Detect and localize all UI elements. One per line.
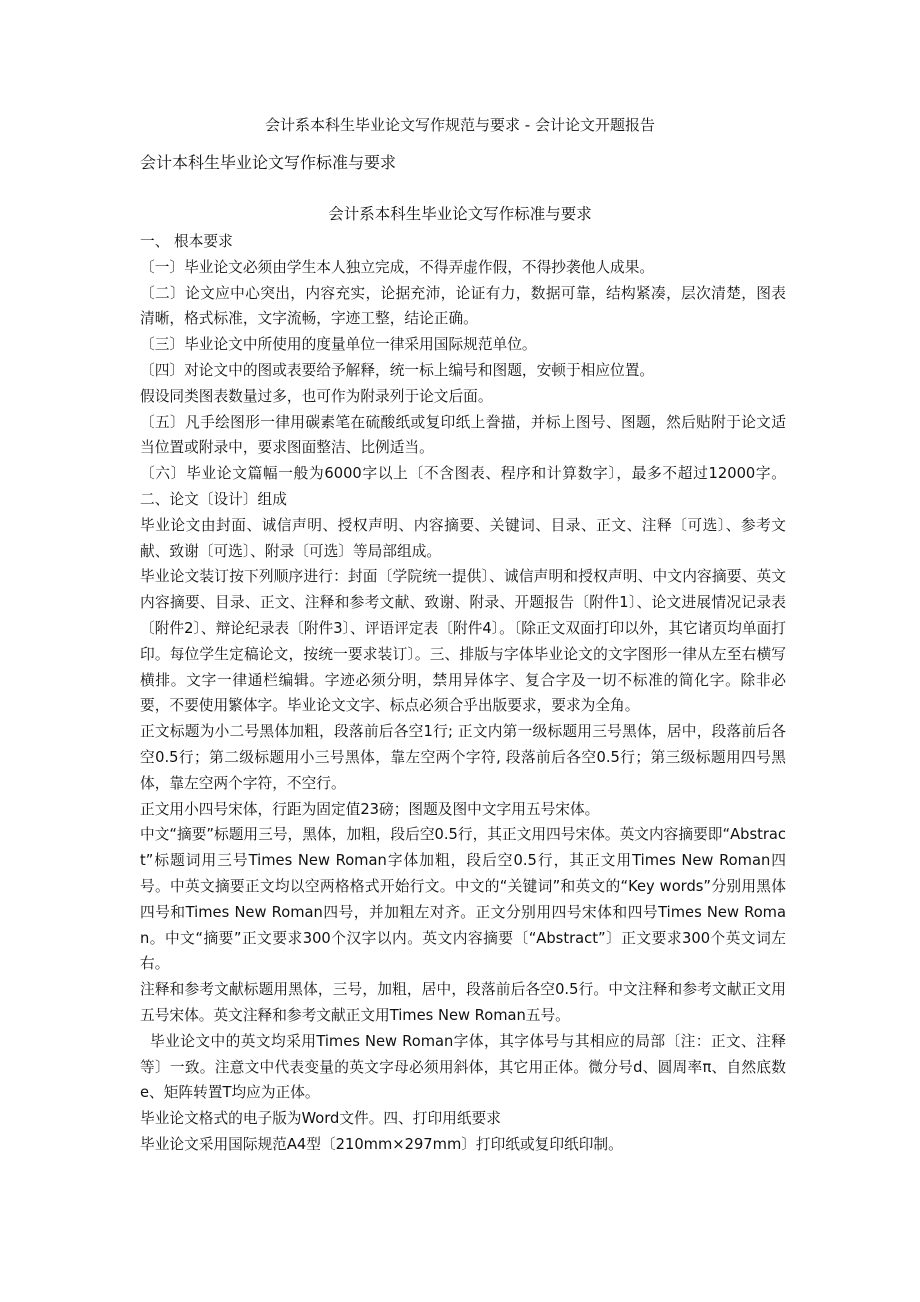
document-title: 会计系本科生毕业论文写作规范与要求 - 会计论文开题报告 <box>265 116 655 134</box>
paragraph: 毕业论文采用国际规范A4型〔210mm×297mm〕打印纸或复印纸印制。 <box>140 1135 623 1153</box>
paragraph: 〔四〕对论文中的图或表要给予解释，统一标上编号和图题，安顿于相应位置。 <box>140 361 655 379</box>
paragraph: 〔五〕凡手绘图形一律用碳素笔在硫酸纸或复印纸上誊描，并标上图号、图题，然后贴附于论文适当位置或附录中，要求图面整洁、比例适当。 <box>140 413 786 457</box>
paragraph: 毕业论文装订按下列顺序进行：封面〔学院统一提供〕、诚信声明和授权声明、中文内容摘要、英文内容摘要、目录、正文、注释和参考文献、致谢、附录、开题报告〔附件1〕、论文进展情况记录表〔附件2〕、辩论纪录表〔附件3〕、评语评定表〔附件4〕。〔除正文双面打印以外，其它诸页均单面打印。每位学生定稿论文，按统一要求装订〕。三、排版与字体毕业论文的文字图形一律从左至右横写横排。文字一律通栏编辑。字迹必须分明，禁用异体字、复合字及一切不标准的简化字。除非必要，不要使用繁体字。毕业论文文字、标点必须合乎出版要求，要求为全角。 <box>140 568 786 715</box>
paragraph: 正文用小四号宋体，行距为固定值23磅；图题及图中文字用五号宋体。 <box>140 800 600 818</box>
paragraph: 〔三〕毕业论文中所使用的度量单位一律采用国际规范单位。 <box>140 336 537 354</box>
paragraph: 〔二〕论文应中心突出，内容充实，论据充沛，论证有力，数据可靠，结构紧凑，层次清楚，图表清晰，格式标准，文字流畅，字迹工整，结论正确。 <box>140 284 786 328</box>
document-subtitle: 会计本科生毕业论文写作标准与要求 <box>140 153 397 172</box>
paragraph: 正文标题为小二号黑体加粗，段落前后各空1行; 正文内第一级标题用三号黑体，居中，段落前后各空0.5行；第二级标题用小三号黑体，靠左空两个字符, 段落前后各空0.5行；第三级标题用四号黑体，靠左空两个字符，不空行。 <box>140 723 786 792</box>
paragraph: 毕业论文由封面、诚信声明、授权声明、内容摘要、关键词、目录、正文、注释〔可选〕、参考文献、致谢〔可选〕、附录〔可选〕等局部组成。 <box>140 516 786 560</box>
section-title: 会计系本科生毕业论文写作标准与要求 <box>328 205 592 223</box>
paragraph: 〔六〕毕业论文篇幅一般为6000字以上〔不含图表、程序和计算数字〕，最多不超过12000字。二、论文〔设计〕组成 <box>140 465 786 508</box>
paragraph: 中文“摘要”标题用三号，黑体，加粗，段后空0.5行，其正文用四号宋体。英文内容摘要即“Abstract”标题词用三号Times New Roman字体加粗，段后空0.5行，其正文用Times New Roman四号。中英文摘要正文均以空两格格式开始行文。中文的“关键词”和英文的“Key words”分别用黑体四号和Times New Roman四号，并加粗左对齐。正文分别用四号宋体和四号Times New Roman。中文“摘要”正文要求300个汉字以内。英文内容摘要〔“Abstract”〕正文要求300个英文词左右。 <box>140 826 786 973</box>
heading-basic-requirements: 一、 根本要求 <box>140 233 233 250</box>
paragraph: 假设同类图表数量过多，也可作为附录列于论文后面。 <box>140 387 493 405</box>
paragraph: 注释和参考文献标题用黑体，三号，加粗，居中，段落前后各空0.5行。中文注释和参考文献正文用五号宋体。英文注释和参考文献正文用Times New Roman五号。 <box>140 981 786 1024</box>
paragraph: 毕业论文格式的电子版为Word文件。四、打印用纸要求 <box>140 1110 501 1128</box>
paragraph: 毕业论文中的英文均采用Times New Roman字体，其字体号与其相应的局部〔注：正文、注释等〕一致。注意文中代表变量的英文字母必须用斜体，其它用正体。微分号d、圆周率π、自然底数e、矩阵转置T均应为正体。 <box>140 1032 786 1102</box>
paragraph: 〔一〕毕业论文必须由学生本人独立完成，不得弄虚作假，不得抄袭他人成果。 <box>140 258 655 276</box>
document-body <box>140 229 786 1158</box>
